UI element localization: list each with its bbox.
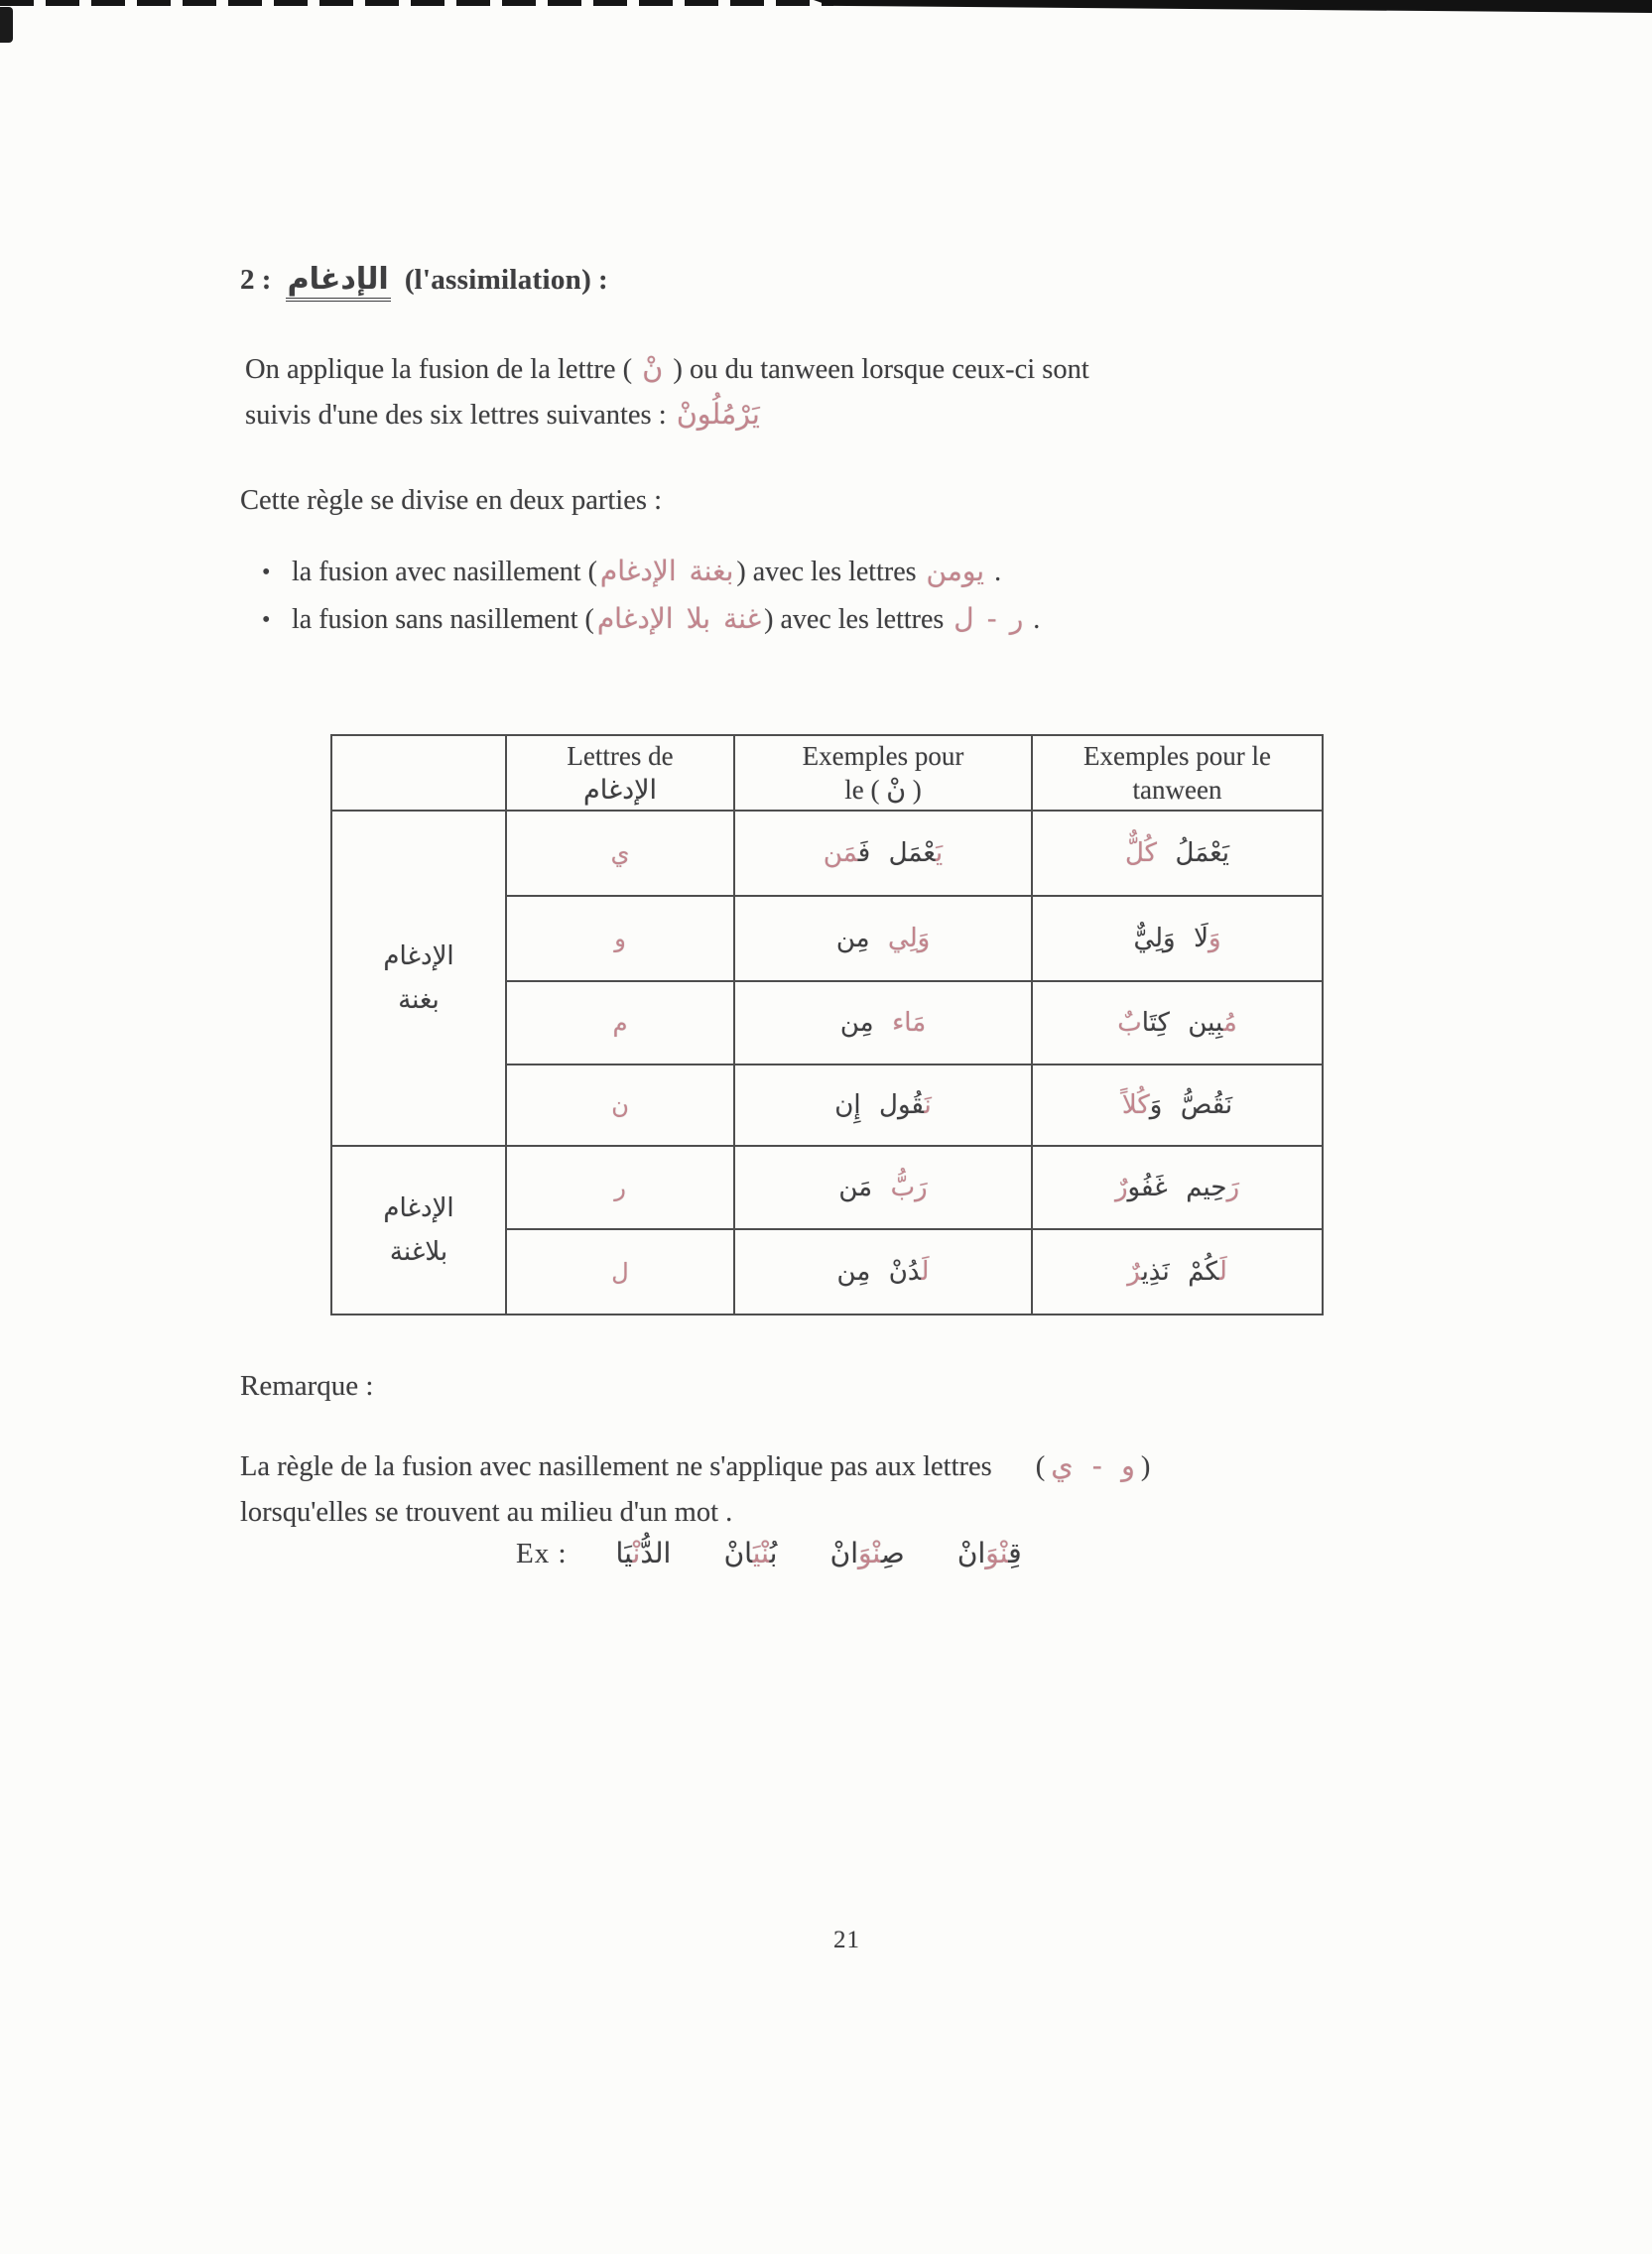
page-number: 21 (833, 1927, 860, 1953)
noon-example-cell: فَمَن يَعْمَل (734, 811, 1032, 896)
noon-example-cell: مِن لَدُنْ (734, 1229, 1032, 1315)
letter-cell: ي (506, 811, 734, 896)
scan-artifact-left-blob (0, 7, 13, 43)
tanween-example-cell: وَكُلاً نَقُصُّ (1032, 1064, 1323, 1146)
rule-division-line: Cette règle se divise en deux parties : (240, 485, 662, 516)
remark-paragraph (240, 1443, 1510, 1536)
example-label: Ex : (516, 1538, 568, 1569)
title-translation: (l'assimilation) : (397, 264, 608, 296)
tanween-example-cell: كُلٌّ يَعْمَلُ (1032, 811, 1323, 896)
table-header-letters: Lettres de الإدغام (506, 735, 734, 811)
letter-cell: و (506, 896, 734, 981)
tanween-example-cell: غَفُورٌ رَحِيم (1032, 1146, 1323, 1229)
page-title (240, 262, 608, 297)
bullet-icon: • (262, 607, 271, 633)
table-row (331, 811, 1323, 896)
arabic-term-idgham-bila-ghunna: الإدغام بلا غنة (596, 602, 762, 635)
example-line (516, 1537, 1045, 1570)
remark-line-2: lorsqu'elles se trouvent au milieu d'un mot . (240, 1497, 733, 1528)
intro-line-2: suivis d'une des six lettres suivantes : يَرْمُلُونْ (245, 392, 1297, 438)
letter-cell: ر (506, 1146, 734, 1229)
bullet-icon: • (262, 560, 271, 585)
tanween-example-cell: نَذِيرٌ لَكُمْ (1032, 1229, 1323, 1315)
yarmuloon-word: يَرْمُلُونْ (676, 398, 760, 431)
bullet-list (262, 556, 1040, 651)
remark-heading: Remarque : (240, 1370, 374, 1402)
title-number: 2 : (240, 264, 279, 296)
intro-paragraph (245, 346, 1297, 438)
letter-cell: م (506, 981, 734, 1064)
arabic-letters-lam-ra: ل - ر (953, 602, 1024, 635)
scan-artifact-top-bar (814, 0, 1652, 13)
tanween-example-cell: كِتَابٌ مُبِين (1032, 981, 1323, 1064)
group-label-idgham-bila-ghunna: الإدغام بلاغنة (331, 1146, 506, 1315)
noon-example-cell: مِن مَاء (734, 981, 1032, 1064)
assimilation-table (330, 734, 1324, 1315)
scan-artifact-top-dashes (0, 0, 833, 6)
title-arabic-term: الإدغام (286, 262, 391, 302)
group-label-idgham-bighunna: الإدغام بغنة (331, 811, 506, 1146)
letter-cell: ن (506, 1064, 734, 1146)
example-arabic-words: الدُّنْيَا بُنْيَانْ صِنْوَانْ قِنْوَانْ (615, 1537, 1022, 1569)
arabic-term-idgham-bighunna: الإدغام بغنة (599, 555, 734, 587)
remark-line-1: La règle de la fusion avec nasillement ne s'applique pas aux lettres ( ي - و ) (240, 1449, 1151, 1482)
noon-example-cell: مَن رَبُّ (734, 1146, 1032, 1229)
table-header-noon-examples: Exemples pour le ( نْ ) (734, 735, 1032, 811)
noon-letter: نْ (642, 352, 664, 385)
intro-line-1: On applique la fusion de la lettre ( نْ ) ou du tanween lorsque ceux-ci sont (245, 352, 1089, 385)
table-row (331, 1146, 1323, 1229)
noon-example-cell: إِن نَقُول (734, 1064, 1032, 1146)
tanween-example-cell: وَلِيٌّ وَلَا (1032, 896, 1323, 981)
bullet-item-with-nasalization: • la fusion avec nasillement ( الإدغام بغنة ) avec les lettres يومن . (262, 555, 1002, 587)
table-corner-empty (331, 735, 506, 811)
letter-cell: ل (506, 1229, 734, 1315)
arabic-letters-yumn: يومن (926, 555, 985, 587)
excluded-letters-group: ( ي - و ) (1035, 1449, 1151, 1482)
table-header-tanween-examples: Exemples pour le tanween (1032, 735, 1323, 811)
bullet-item-without-nasalization: • la fusion sans nasillement ( الإدغام بلا غنة ) avec les lettres ل - ر . (262, 602, 1041, 635)
noon-example-cell: مِن وَلِي (734, 896, 1032, 981)
